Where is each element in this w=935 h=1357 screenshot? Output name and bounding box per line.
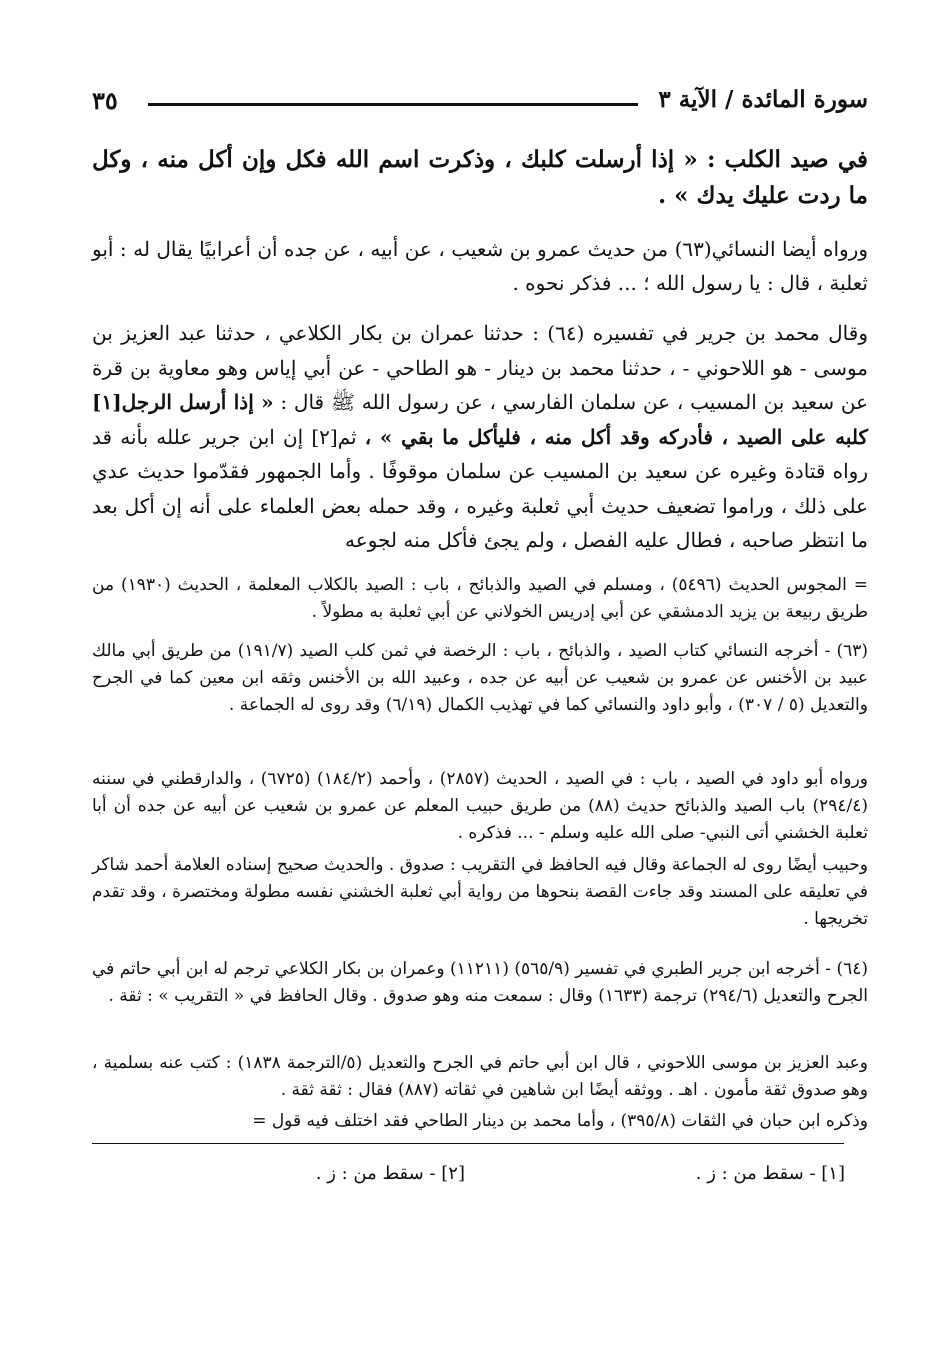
running-title: سورة المائدة / الآية ٣ xyxy=(658,86,868,113)
hadith-quote-salman: « إذا أرسل الرجل[١] كلبه على الصيد ، فأدركه وقد أكل منه ، فليأكل ما بقي » ، xyxy=(92,390,868,449)
paragraph-hadith-quote: في صيد الكلب : « إذا أرسلت كلبك ، وذكرت اسم الله فكل وإن أكل منه ، وكل ما ردت عليك يدك » . xyxy=(92,146,868,209)
footnote-63: (٦٣) - أخرجه النسائي كتاب الصيد ، والذبائح ، باب : الرخصة في ثمن كلب الصيد (١٩١/٧) من طريق أبي مالك عبيد بن الأخنس عن عمرو بن شعيب عن أبيه عن جده ، وعبيد الله بن الأخنس وثقه ابن معين كما في الجرح والتعديل (٥ / ٣٠٧) ، وأبو داود والنسائي كما في تهذيب الكمال (٦/١٩) وقد روى له الجماعة . xyxy=(92,641,868,715)
footnote-end-rule xyxy=(92,1143,844,1144)
footnote-64: (٦٤) - أخرجه ابن جرير الطبري في تفسير (٥٦٥/٩) (١١٢١١) وعمران بن بكار الكلاعي ترجم له ابن أبي حاتم في الجرح والتعديل (٢٩٤/٦) ترجمة (١٦٣٣) وقال : سمعت منه وهو صدوق . وقال الحافظ في « التقريب » : ثقة . xyxy=(92,959,868,1006)
footnote-continued: = المجوس الحديث (٥٤٩٦) ، ومسلم في الصيد والذبائح ، باب : الصيد بالكلاب المعلمة ، الحديث (١٩٣٠) من طريق ربيعة بن يزيد الدمشقي عن أبي إدريس الخولاني عن أبي ثعلبة به مطولاً . xyxy=(92,575,868,622)
footnote-63-habib: وحبيب أيضًا روى له الجماعة وقال فيه الحافظ في التقريب : صدوق . والحديث صحيح إسناده العلامة أحمد شاكر في تعليقه على المسند وقد جاءت القصة بنحوها من رواية أبي ثعلبة الخشني نفسه مطولة ومختصرة ، وقد تقدم تخريجها . xyxy=(92,855,868,929)
apparatus-note-1: [١] - سقط من : ز . xyxy=(695,1163,845,1184)
footnote-63-abu-dawud: ورواه أبو داود في الصيد ، باب : في الصيد ، الحديث (٢٨٥٧) ، وأحمد (١٨٤/٢) (٦٧٢٥) ، والدارقطني في سننه (٢٩٤/٤) باب الصيد والذبائح حديث (٨٨) من طريق حبيب المعلم عن عمرو بن شعيب عن أبيه عن جده أن أبا ثعلبة الخشني أتى النبي- صلى الله عليه وسلم - ... فذكره . xyxy=(92,769,869,843)
paragraph-ibn-jarir-rest: ثم[٢] إن ابن جرير علله بأنه قد رواه قتادة وغيره عن سعيد بن المسيب عن سلمان موقوفًا . وأما الجمهور فقدّموا حديث عدي على ذلك ، وراموا تضعيف حديث أبي ثعلبة وغيره ، وقد حمله بعض العلماء على أنه إن أكل بعد ما انتظر صاحبه ، فطال عليه الفصل ، ولم يجئ فأكل منه لجوعه xyxy=(92,424,868,552)
paragraph-ibn-jarir-intro: وقال محمد بن جرير في تفسيره (٦٤) : حدثنا عمران بن بكار الكلاعي ، حدثنا عبد العزيز بن موسى - هو اللاحوني - ، حدثنا محمد بن دينار - هو الطاحي - عن أبي إياس وهو معاوية بن قرة عن سعيد بن المسيب ، عن سلمان الفارسي ، عن رسول الله ﷺ قال : xyxy=(92,321,869,414)
header-rule xyxy=(148,103,638,106)
apparatus-note-2: [٢] - سقط من : ز . xyxy=(315,1163,465,1184)
footnote-64-abdulaziz: وعبد العزيز بن موسى اللاحوني ، قال ابن أبي حاتم في الجرح والتعديل (٥/الترجمة ١٨٣٨) : كتب عنه بسلمية ، وهو صدوق ثقة مأمون . اهـ . ووثقه أيضًا ابن شاهين في ثقاته (٨٨٧) فقال : ثقة ثقة . xyxy=(92,1053,868,1100)
page-header xyxy=(92,86,868,120)
paragraph-nasai: ورواه أيضا النسائي(٦٣) من حديث عمرو بن شعيب ، عن أبيه ، عن جده أن أعرابيًا يقال له : أبو ثعلبة ، قال : يا رسول الله ؛ ... فذكر نحوه . xyxy=(92,237,868,295)
page-number: ٣٥ xyxy=(92,86,118,115)
paragraph-ibn-jarir xyxy=(92,316,868,558)
footnote-64-ibn-hibban: وذكره ابن حبان في الثقات (٣٩٥/٨) ، وأما محمد بن دينار الطاحي فقد اختلف فيه قول = xyxy=(252,1111,868,1131)
